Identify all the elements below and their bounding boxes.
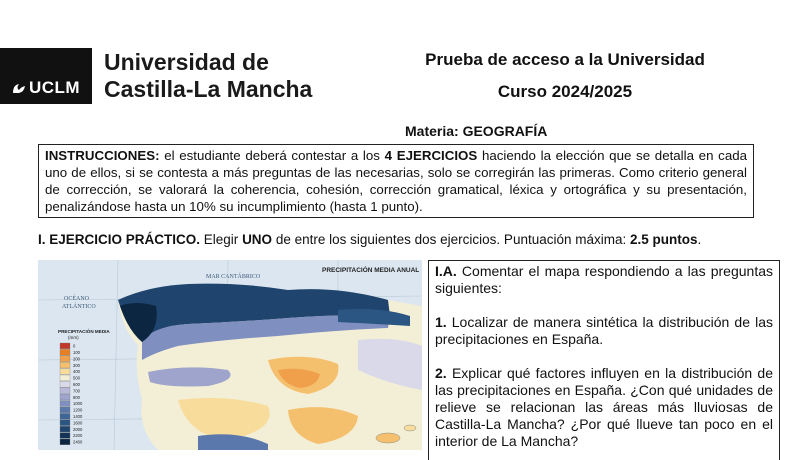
logo-text-wrap [12,78,80,98]
legend-swatch [60,426,70,432]
legend-label: 200 [73,356,80,362]
exercise-title: I. EJERCICIO PRÁCTICO. [38,232,201,247]
exercise-points: 2.5 puntos [630,232,698,247]
legend-swatch [60,381,70,387]
instructions-text2: haciendo la elección que se detalla en cada uno de ellos, si se contesta a más preguntas de las necesarias, solo se corregirán las primeras. Como criterio general de corrección, se valorará la coherencia, cohesión, corrección gramatical, léxica y ortográfica y su presentación, penalizándose hasta un 10% su incumplimiento (hasta 1 punto). [45,148,748,214]
panel-intro [435,263,773,297]
question-2 [435,365,773,450]
legend-label: 1200 [73,407,83,413]
instructions-box [38,144,754,218]
question-1-text: Localizar de manera sintética la distribución de las precipitaciones en España. [435,314,773,347]
university-name [104,49,312,103]
map-svg [38,260,422,450]
panel-heading: I.A. [435,263,457,279]
instructions-label: INSTRUCCIONES: [45,148,160,163]
legend-swatch [60,433,70,439]
balearic-island [376,433,400,443]
exercise-text2: de entre los siguientes dos ejercicios. Puntuación máxima: [272,232,630,247]
question-2-num: 2. [435,365,447,381]
exercise-text1: Elegir [200,232,243,247]
university-logo [0,48,312,104]
legend-label: 1000 [73,401,83,407]
legend-swatch [60,420,70,426]
university-name-line1: Universidad de [104,49,269,75]
sea-label: MAR CANTÁBRICO [206,274,261,280]
map-title: PRECIPITACIÓN MEDIA ANUAL [322,267,420,274]
legend-label: 2000 [73,426,83,432]
legend-swatch [60,394,70,400]
ocean-label-1: OCÉANO [64,296,89,302]
precipitation-map [38,260,422,450]
legend-swatch [60,407,70,413]
panel-intro-text: Comentar el mapa respondiendo a las preguntas siguientes: [435,263,773,296]
legend-label: 1600 [73,420,83,426]
course-year: Curso 2024/2025 [497,82,633,101]
legend-label: 500 [73,375,80,381]
legend-label: 800 [73,394,80,400]
legend-label: 700 [73,388,80,394]
legend-title: PRECIPITACIÓN MEDIA [58,329,110,334]
legend-swatch [60,362,70,368]
logo-block [0,48,92,104]
exam-header [400,50,730,102]
legend-swatch [60,439,70,445]
legend-swatch [60,343,70,349]
question-1 [435,314,773,348]
legend-swatch [60,349,70,355]
legend-label: 400 [73,369,80,375]
legend-swatch [60,369,70,375]
balearic-island-2 [404,425,416,431]
legend-label: 2200 [73,433,83,439]
university-name-line2: Castilla-La Mancha [104,76,313,102]
legend-unit: (mm) [68,335,79,340]
legend-label: 100 [73,350,80,355]
exercise-heading [38,232,701,247]
question-2-text: Explicar qué factores influyen en la distribución de las precipitaciones en España. ¿Con qué unidades de relieve se relacionan las áreas más lluviosas de Castilla-La Mancha? ¿Por qué llueve tan poco en el interior de La Mancha? [435,365,773,449]
ocean-label-2: ATLÁNTICO [62,304,96,310]
legend-swatch [60,413,70,419]
legend-swatch [60,401,70,407]
exam-title: Prueba de acceso a la Universidad [425,50,705,69]
legend-label: 2400 [73,439,83,445]
logo-abbrev: UCLM [28,78,81,97]
exercise-text3: . [697,232,702,247]
legend-swatch [60,356,70,362]
subject-title: Materia: GEOGRAFÍA [405,123,548,139]
question-1-num: 1. [435,314,447,330]
legend-label: 600 [73,382,80,387]
instructions-count: 4 EJERCICIOS [384,148,478,163]
instructions-text1: el estudiante deberá contestar a los [159,148,385,163]
legend-label: 1400 [73,414,83,419]
legend-swatch [60,388,70,394]
flame-icon [12,82,26,94]
exercise-panel [428,260,780,460]
legend-swatch [60,375,70,381]
legend-label: 300 [73,362,80,368]
exercise-choice: UNO [242,232,273,247]
legend-label: 0 [73,343,76,349]
